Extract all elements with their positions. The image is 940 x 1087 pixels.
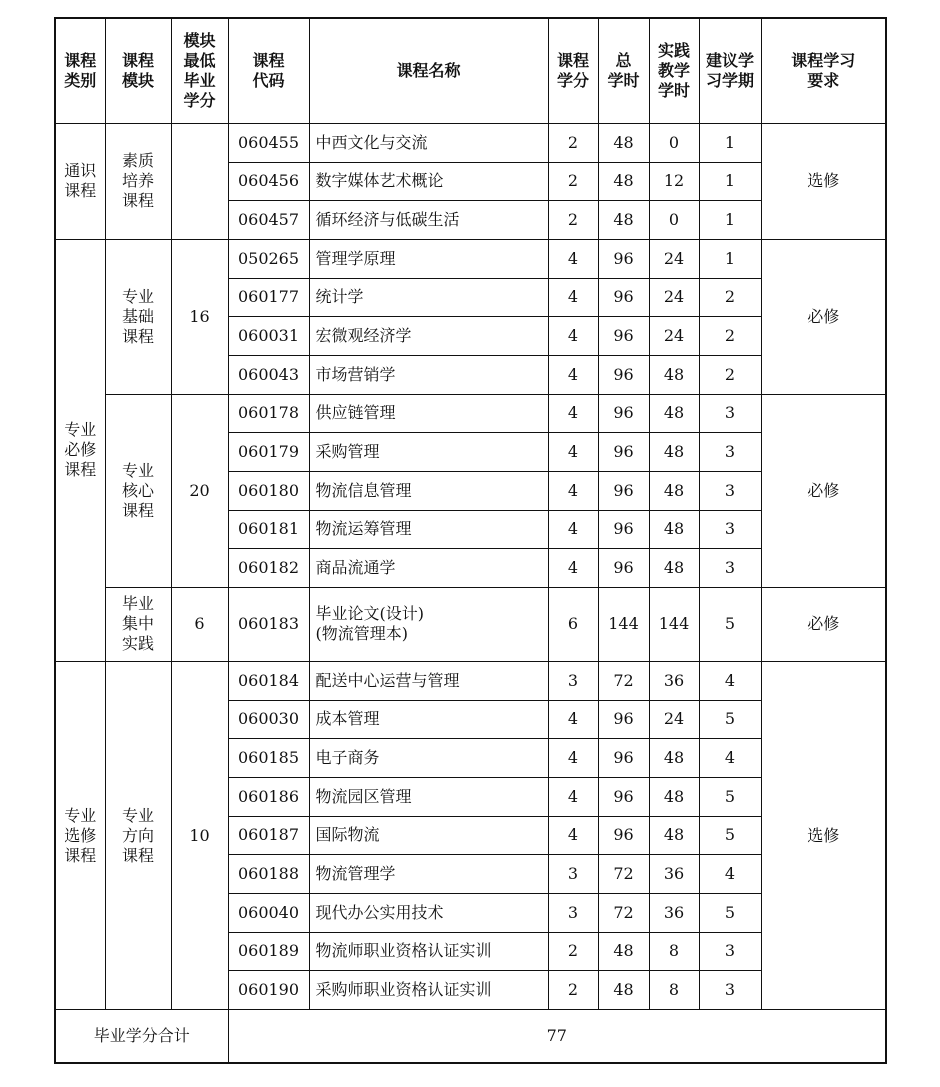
- course-credit: 2: [548, 932, 598, 971]
- course-term: 1: [699, 162, 761, 201]
- module-cell: 素质 培养 课程: [105, 124, 171, 240]
- header-min-credit: 模块 最低 毕业 学分: [171, 18, 228, 124]
- course-code: 050265: [228, 239, 309, 278]
- course-term: 2: [699, 317, 761, 356]
- course-name: 现代办公实用技术: [309, 893, 548, 932]
- course-practice-hours: 48: [649, 816, 699, 855]
- course-code: 060178: [228, 394, 309, 433]
- course-credit: 4: [548, 549, 598, 588]
- course-practice-hours: 0: [649, 201, 699, 240]
- module-cell: 专业 核心 课程: [105, 394, 171, 587]
- course-term: 2: [699, 355, 761, 394]
- course-name: 物流师职业资格认证实训: [309, 932, 548, 971]
- course-name: 采购管理: [309, 433, 548, 472]
- course-credit: 4: [548, 739, 598, 778]
- header-requirement: 课程学习 要求: [761, 18, 886, 124]
- course-term: 2: [699, 278, 761, 317]
- course-credit: 4: [548, 777, 598, 816]
- course-code: 060182: [228, 549, 309, 588]
- course-practice-hours: 0: [649, 124, 699, 163]
- requirement-cell: 必修: [761, 394, 886, 587]
- course-code: 060188: [228, 855, 309, 894]
- course-name: 物流管理学: [309, 855, 548, 894]
- course-code: 060043: [228, 355, 309, 394]
- min-credit-cell: 16: [171, 239, 228, 394]
- course-term: 3: [699, 394, 761, 433]
- course-code: 060457: [228, 201, 309, 240]
- course-credit: 2: [548, 971, 598, 1010]
- course-hours: 48: [598, 162, 649, 201]
- course-hours: 72: [598, 893, 649, 932]
- header-term: 建议学 习学期: [699, 18, 761, 124]
- course-code: 060179: [228, 433, 309, 472]
- course-practice-hours: 48: [649, 355, 699, 394]
- category-cell: 通识 课程: [55, 124, 105, 240]
- min-credit-cell: 20: [171, 394, 228, 587]
- curriculum-table: [54, 17, 887, 1064]
- course-practice-hours: 24: [649, 278, 699, 317]
- course-term: 5: [699, 700, 761, 739]
- course-credit: 4: [548, 471, 598, 510]
- course-practice-hours: 24: [649, 317, 699, 356]
- course-term: 5: [699, 587, 761, 661]
- course-name: 电子商务: [309, 739, 548, 778]
- course-name: 毕业论文(设计) (物流管理本): [309, 587, 548, 661]
- course-term: 3: [699, 433, 761, 472]
- header-practice: 实践 教学 学时: [649, 18, 699, 124]
- course-credit: 4: [548, 394, 598, 433]
- course-name: 统计学: [309, 278, 548, 317]
- course-term: 1: [699, 201, 761, 240]
- category-cell: 专业 选修 课程: [55, 662, 105, 1010]
- min-credit-cell: 10: [171, 662, 228, 1010]
- course-code: 060455: [228, 124, 309, 163]
- course-name: 采购师职业资格认证实训: [309, 971, 548, 1010]
- course-term: 3: [699, 932, 761, 971]
- course-name: 物流运筹管理: [309, 510, 548, 549]
- course-hours: 96: [598, 700, 649, 739]
- header-hours: 总 学时: [598, 18, 649, 124]
- course-credit: 3: [548, 662, 598, 701]
- course-credit: 4: [548, 433, 598, 472]
- requirement-cell: 选修: [761, 662, 886, 1010]
- course-code: 060180: [228, 471, 309, 510]
- course-hours: 96: [598, 239, 649, 278]
- course-practice-hours: 48: [649, 394, 699, 433]
- course-practice-hours: 24: [649, 239, 699, 278]
- course-practice-hours: 8: [649, 971, 699, 1010]
- requirement-cell: 必修: [761, 587, 886, 661]
- course-hours: 96: [598, 777, 649, 816]
- min-credit-cell: [171, 124, 228, 240]
- course-practice-hours: 48: [649, 471, 699, 510]
- course-practice-hours: 144: [649, 587, 699, 661]
- total-value: 77: [228, 1010, 886, 1064]
- course-term: 5: [699, 816, 761, 855]
- table-row: [55, 662, 886, 701]
- total-row: [55, 1010, 886, 1064]
- course-hours: 96: [598, 433, 649, 472]
- requirement-cell: 选修: [761, 124, 886, 240]
- course-name: 配送中心运营与管理: [309, 662, 548, 701]
- course-code: 060177: [228, 278, 309, 317]
- course-code: 060181: [228, 510, 309, 549]
- course-credit: 4: [548, 355, 598, 394]
- course-term: 4: [699, 739, 761, 778]
- total-label: 毕业学分合计: [55, 1010, 228, 1064]
- course-term: 1: [699, 124, 761, 163]
- course-name: 物流园区管理: [309, 777, 548, 816]
- course-hours: 48: [598, 124, 649, 163]
- course-term: 3: [699, 471, 761, 510]
- course-credit: 3: [548, 893, 598, 932]
- table-row: [55, 394, 886, 433]
- course-practice-hours: 48: [649, 739, 699, 778]
- course-credit: 2: [548, 201, 598, 240]
- course-hours: 96: [598, 510, 649, 549]
- course-hours: 96: [598, 549, 649, 588]
- course-hours: 96: [598, 816, 649, 855]
- course-term: 5: [699, 893, 761, 932]
- course-code: 060185: [228, 739, 309, 778]
- course-code: 060187: [228, 816, 309, 855]
- course-practice-hours: 48: [649, 777, 699, 816]
- course-credit: 4: [548, 816, 598, 855]
- course-practice-hours: 12: [649, 162, 699, 201]
- course-term: 3: [699, 971, 761, 1010]
- course-name: 物流信息管理: [309, 471, 548, 510]
- course-practice-hours: 48: [649, 433, 699, 472]
- table-body: [55, 124, 886, 1010]
- table-row: [55, 587, 886, 661]
- category-cell: 专业 必修 课程: [55, 239, 105, 661]
- requirement-cell: 必修: [761, 239, 886, 394]
- course-name: 国际物流: [309, 816, 548, 855]
- min-credit-cell: 6: [171, 587, 228, 661]
- course-credit: 6: [548, 587, 598, 661]
- course-name: 数字媒体艺术概论: [309, 162, 548, 201]
- course-hours: 72: [598, 855, 649, 894]
- course-practice-hours: 36: [649, 855, 699, 894]
- course-code: 060030: [228, 700, 309, 739]
- table-row: [55, 239, 886, 278]
- course-credit: 3: [548, 855, 598, 894]
- course-credit: 4: [548, 278, 598, 317]
- course-code: 060456: [228, 162, 309, 201]
- course-credit: 2: [548, 124, 598, 163]
- course-credit: 4: [548, 510, 598, 549]
- course-hours: 96: [598, 355, 649, 394]
- course-hours: 72: [598, 662, 649, 701]
- course-term: 4: [699, 855, 761, 894]
- course-name: 管理学原理: [309, 239, 548, 278]
- course-hours: 96: [598, 278, 649, 317]
- course-term: 1: [699, 239, 761, 278]
- course-term: 3: [699, 549, 761, 588]
- course-name: 循环经济与低碳生活: [309, 201, 548, 240]
- course-code: 060189: [228, 932, 309, 971]
- course-hours: 96: [598, 471, 649, 510]
- course-name: 供应链管理: [309, 394, 548, 433]
- header-credit: 课程 学分: [548, 18, 598, 124]
- course-credit: 4: [548, 317, 598, 356]
- course-code: 060190: [228, 971, 309, 1010]
- course-code: 060031: [228, 317, 309, 356]
- course-code: 060186: [228, 777, 309, 816]
- course-code: 060184: [228, 662, 309, 701]
- module-cell: 专业 基础 课程: [105, 239, 171, 394]
- course-term: 4: [699, 662, 761, 701]
- table-row: [55, 124, 886, 163]
- course-name: 宏微观经济学: [309, 317, 548, 356]
- header-module: 课程 模块: [105, 18, 171, 124]
- header-name: 课程名称: [309, 18, 548, 124]
- course-practice-hours: 24: [649, 700, 699, 739]
- course-name: 市场营销学: [309, 355, 548, 394]
- course-hours: 48: [598, 932, 649, 971]
- header-code: 课程 代码: [228, 18, 309, 124]
- course-credit: 4: [548, 700, 598, 739]
- course-hours: 144: [598, 587, 649, 661]
- course-credit: 4: [548, 239, 598, 278]
- course-hours: 96: [598, 739, 649, 778]
- course-practice-hours: 48: [649, 510, 699, 549]
- course-name: 成本管理: [309, 700, 548, 739]
- course-practice-hours: 36: [649, 893, 699, 932]
- header-category: 课程 类别: [55, 18, 105, 124]
- course-name: 商品流通学: [309, 549, 548, 588]
- course-credit: 2: [548, 162, 598, 201]
- course-term: 3: [699, 510, 761, 549]
- course-code: 060040: [228, 893, 309, 932]
- course-hours: 96: [598, 394, 649, 433]
- module-cell: 专业 方向 课程: [105, 662, 171, 1010]
- course-name: 中西文化与交流: [309, 124, 548, 163]
- course-practice-hours: 8: [649, 932, 699, 971]
- course-practice-hours: 36: [649, 662, 699, 701]
- course-hours: 96: [598, 317, 649, 356]
- course-hours: 48: [598, 201, 649, 240]
- course-term: 5: [699, 777, 761, 816]
- header-row: [55, 18, 886, 124]
- module-cell: 毕业 集中 实践: [105, 587, 171, 661]
- course-code: 060183: [228, 587, 309, 661]
- course-hours: 48: [598, 971, 649, 1010]
- course-practice-hours: 48: [649, 549, 699, 588]
